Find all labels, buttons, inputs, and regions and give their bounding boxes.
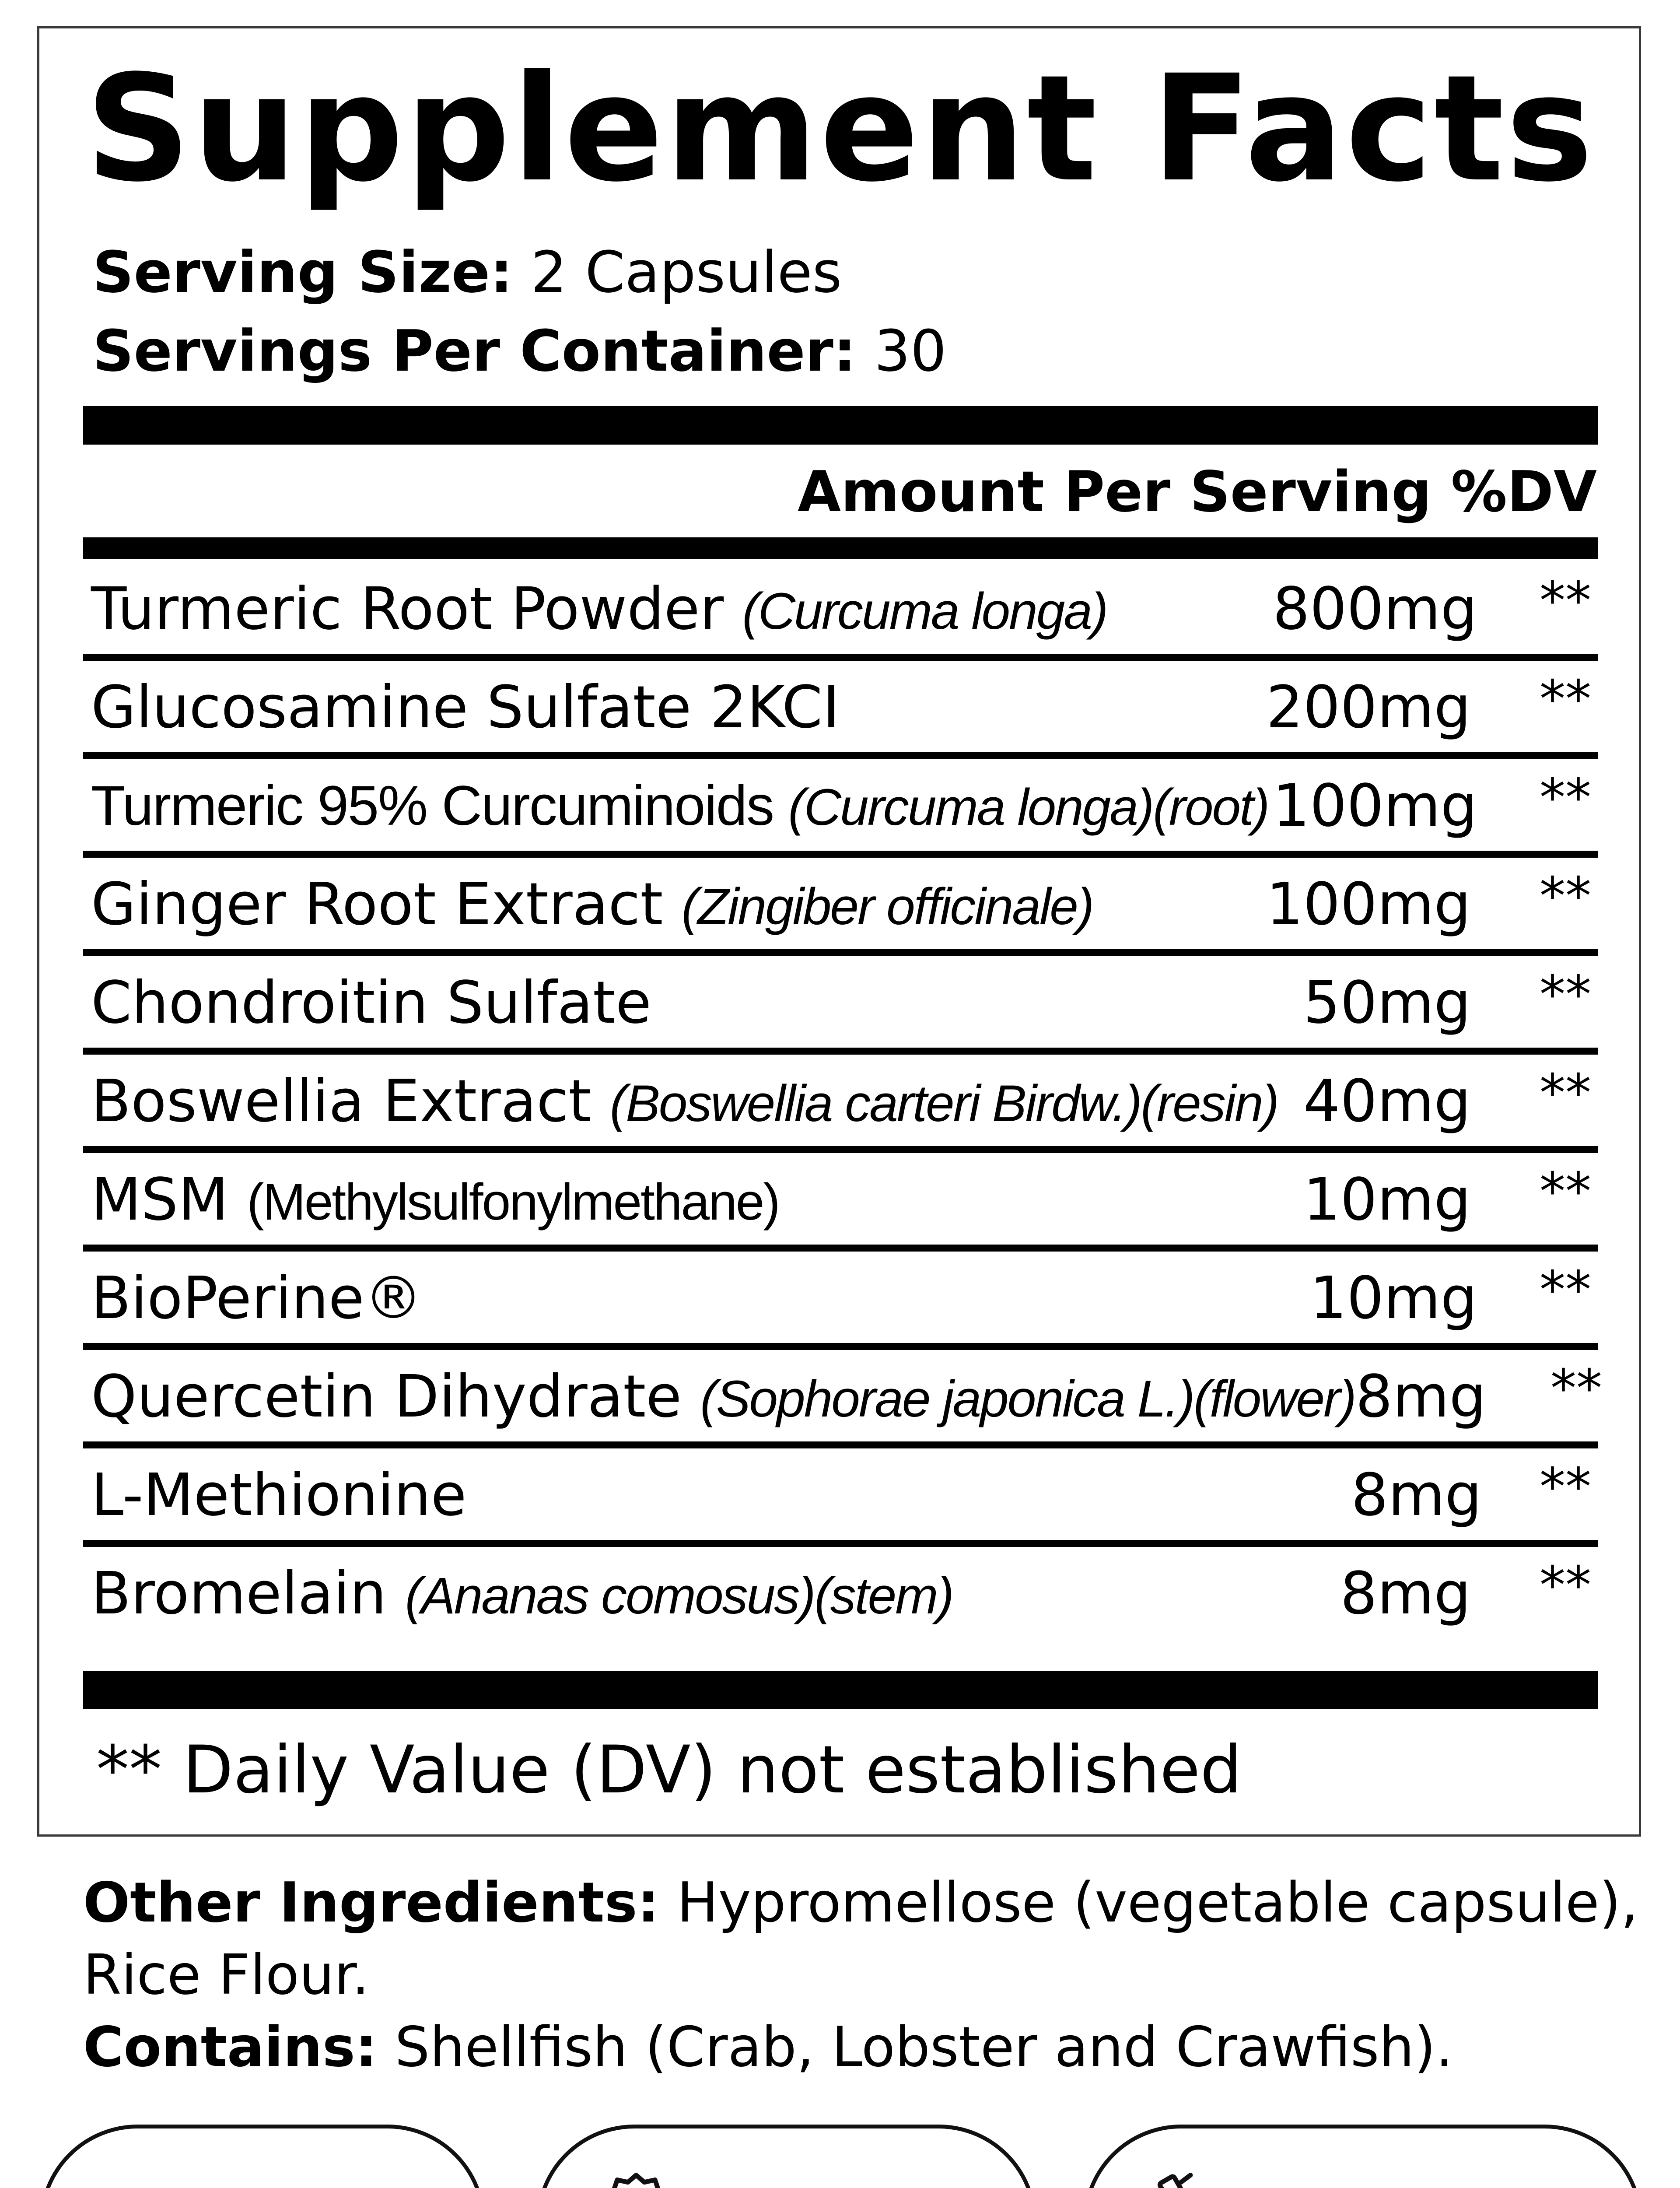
dv-heading: %DV [1451,459,1597,525]
ingredient-name [91,966,651,1042]
contains-label: Contains: [83,2015,378,2079]
ingredient-name [91,1163,779,1239]
other-ingredients-section [83,1866,1649,2083]
ingredient-common-name: Ginger Root Extract [91,871,663,938]
ingredient-name [91,1064,1278,1141]
ingredient-common-name: MSM [91,1166,228,1234]
dv-footnote: ** Daily Value (DV) not established [96,1732,1242,1808]
ingredient-amount: 40mg [1303,1068,1471,1135]
amount-header [798,455,1597,529]
ingredient-row [83,1350,1602,1448]
other-ingredients [83,1866,1649,2011]
ingredient-latin-name: (Ananas comosus)(stem) [405,1567,953,1625]
row-divider [83,1048,1598,1055]
servings-per-container-value: 30 [856,318,947,384]
row-divider [83,1441,1598,1448]
ingredient-row [83,956,1598,1055]
row-divider [83,654,1598,661]
ingredient-latin-name: (Sophorae japonica L.)(flower) [700,1370,1355,1428]
row-divider [83,949,1598,956]
ingredient-row [83,759,1598,858]
ingredient-amount: 8mg [1340,1560,1471,1627]
certified-seal-icon [577,2166,695,2188]
vegan-badge [39,2125,486,2188]
ingredient-common-name: Bromelain [91,1560,387,1627]
ingredient-name [91,867,1093,944]
ingredient-dv: ** [1540,1062,1591,1123]
row-divider [83,851,1598,858]
allergen-statement [83,2011,1649,2083]
other-ingredients-value: Hypromellose (vegetable capsule), Rice Flour. [83,1870,1638,2007]
ingredient-amount: 10mg [1309,1265,1477,1332]
medium-divider [83,537,1598,559]
row-divider [83,1146,1598,1153]
thick-divider-bottom [83,1671,1598,1709]
ingredient-common-name: Turmeric Root Powder [91,575,724,643]
lab-tested-badge [1083,2125,1643,2188]
ingredient-amount: 100mg [1266,871,1471,938]
ingredient-amount: 200mg [1266,674,1471,741]
ingredient-common-name: L-Methionine [91,1462,467,1529]
ingredient-common-name: Turmeric 95% Curcuminoids [91,775,774,837]
gmp-badge [536,2125,1037,2188]
ingredient-amount: 50mg [1303,969,1471,1037]
ingredient-row [83,562,1598,661]
ingredient-name [91,670,840,747]
ingredient-row [83,1252,1598,1350]
ingredient-latin-name: (Curcuma longa) [742,582,1107,640]
serving-size-value: 2 Capsules [513,239,842,305]
ingredient-dv: ** [1540,964,1591,1024]
ingredient-latin-name: (Zingiber officinale) [681,878,1093,936]
row-divider [83,1245,1598,1252]
other-ingredients-label: Other Ingredients: [83,1870,660,1935]
ingredient-row [83,1055,1598,1153]
amount-per-serving-heading: Amount Per Serving [798,459,1432,525]
ingredient-name [91,769,1268,845]
ingredient-amount: 800mg [1273,575,1477,643]
ingredient-dv: ** [1540,570,1591,631]
ingredient-row [83,1153,1598,1252]
ingredient-dv: ** [1550,1358,1602,1418]
serving-size-label: Serving Size: [93,239,513,305]
ingredient-name [91,572,1107,649]
ingredient-row [83,1448,1598,1547]
servings-per-container-label: Servings Per Container: [93,318,856,384]
ingredient-common-name: BioPerine® [91,1265,423,1332]
ingredient-common-name: Glucosamine Sulfate 2KCI [91,674,840,741]
row-divider [83,1343,1598,1350]
ingredient-row [83,858,1598,956]
row-divider [83,1540,1598,1547]
ingredient-dv: ** [1540,1456,1591,1517]
microscope-icon [1120,2166,1238,2188]
ingredient-latin-name: (Boswellia carteri Birdw.)(resin) [609,1075,1278,1133]
ingredient-latin-name: (Methylsulfonylmethane) [247,1173,779,1231]
serving-size [93,236,842,309]
ingredient-common-name: Chondroitin Sulfate [91,969,651,1037]
leaves-icon [78,2166,196,2188]
ingredient-dv: ** [1540,1161,1591,1221]
contains-value: Shellfish (Crab, Lobster and Crawfish). [377,2015,1453,2079]
ingredient-amount: 8mg [1351,1462,1482,1529]
ingredient-row [83,1547,1598,1634]
servings-per-container [93,315,947,387]
ingredient-name [91,1458,466,1535]
row-divider [83,752,1598,759]
ingredient-dv: ** [1540,866,1591,926]
thick-divider-top [83,406,1598,445]
ingredient-latin-name: (Curcuma longa)(root) [788,778,1269,836]
ingredient-dv: ** [1540,1259,1591,1320]
ingredient-row [83,661,1598,759]
ingredient-name [91,1360,1355,1436]
ingredient-common-name: Boswellia Extract [91,1068,592,1135]
ingredient-amount: 10mg [1303,1166,1471,1234]
ingredient-amount: 8mg [1355,1363,1486,1431]
ingredient-dv: ** [1540,669,1591,729]
ingredient-name [91,1261,423,1338]
ingredient-name [91,1557,953,1633]
ingredient-amount: 100mg [1273,772,1477,840]
ingredient-dv: ** [1540,767,1591,828]
ingredient-dv: ** [1540,1555,1591,1615]
panel-title: Supplement Facts [85,44,1595,214]
ingredient-common-name: Quercetin Dihydrate [91,1363,682,1431]
